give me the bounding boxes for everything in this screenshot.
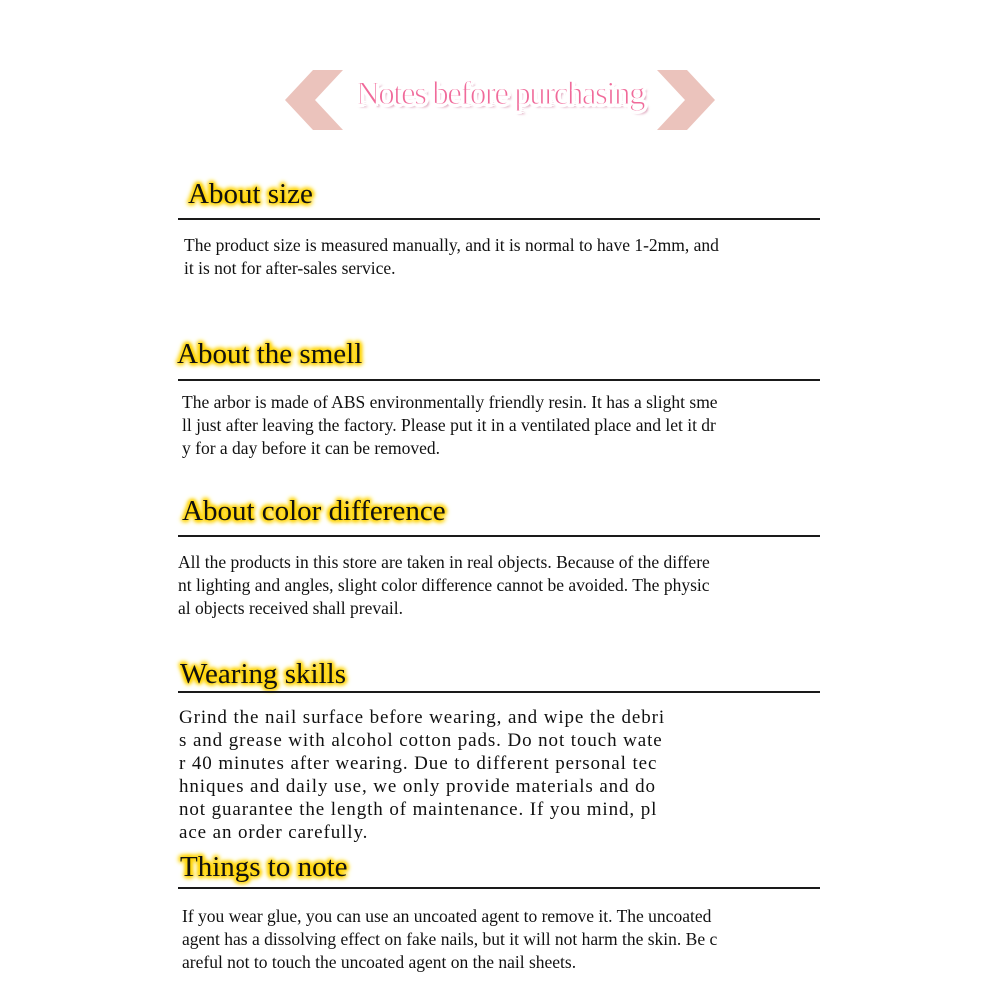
section-text: If you wear glue, you can use an uncoated agent to remove it. The uncoated agent has a dissolving effect on fake nails, but it will not harm the skin. Be c areful not to touch the uncoated agent on the nail sheets. [182,906,718,972]
banner-title: Notes before purchasing [355,76,645,112]
section-heading: About size [188,178,313,210]
section-heading: Things to note [180,851,348,883]
section-heading: Wearing skills [180,658,346,690]
section-divider [178,379,820,381]
section-text: All the products in this store are taken in real objects. Because of the differe nt lighting and angles, slight color difference cannot be avoided. The physic al objects received shall prevail. [178,552,710,618]
section-heading: About color difference [182,495,446,527]
section-text: Grind the nail surface before wearing, and wipe the debri s and grease with alcohol cotton pads. Do not touch wate r 40 minutes after wearing. Due to different personal tec hniques and daily use, we only provide materials and do not guarantee the length of maintenance. If you mind, pl ace an order carefully. [179,707,666,843]
section-text: The product size is measured manually, and it is normal to have 1-2mm, and it is not for after-sales service. [184,235,719,278]
notes-banner [285,68,715,132]
section-divider [178,218,820,220]
section-divider [178,535,820,537]
section-heading: About the smell [177,338,363,370]
section-divider [178,691,820,693]
section-divider [178,887,820,889]
section-text: The arbor is made of ABS environmentally friendly resin. It has a slight sme ll just after leaving the factory. Please put it in a ventilated place and let it dr y for a day before it can be removed. [182,392,718,458]
